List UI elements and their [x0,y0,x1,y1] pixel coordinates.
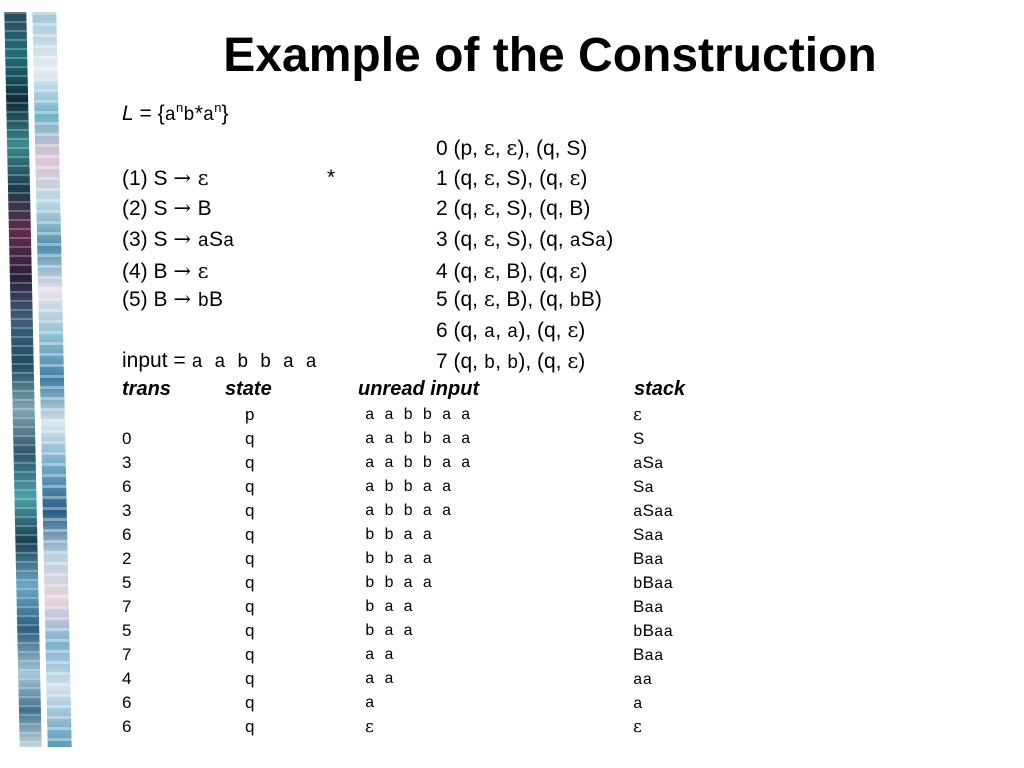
arrow-icon: → [173,196,198,220]
rule-rhs-seg: a [223,230,235,252]
cell-stack [633,499,673,524]
cell-state: q [245,669,255,688]
cell-state: q [245,453,255,472]
cell-state: q [245,621,255,640]
transition-seg: 0 (p, [436,137,484,160]
transition-seg: 4 (q, [436,260,484,283]
rule-lhs: (5) B [122,288,174,311]
cell-unread-input: b a a [365,598,414,616]
stack-symbol: aa [644,551,664,569]
table-row [0,643,1024,667]
rule-rhs-seg: ε [197,166,209,190]
header-unread-input: unread input [358,378,480,400]
lang-a2: a [202,104,215,126]
transition-seg: , [495,319,507,342]
rule-rhs-seg: a [197,230,210,252]
stack-symbol: aa [653,575,674,593]
cell-stack [633,643,664,668]
cell-trans: 2 [122,549,132,568]
transition-seg: ), (q, [518,319,568,342]
transition-seg: b [569,290,581,312]
transition-seg: ε [483,227,495,251]
transition-seg: ε [483,166,495,190]
table-row [0,427,1024,451]
transition-seg: ), (q, [518,350,568,373]
cell-unread-input [365,715,374,740]
table-row [0,523,1024,547]
cell-trans: 7 [122,597,132,616]
cell-trans: 3 [122,453,132,472]
epsilon-symbol: ε [365,717,374,737]
equals-brace: = { [133,102,165,125]
transition-seg: ε [483,259,495,283]
transition-seg: ε [483,136,495,160]
stack-symbol: aa [653,623,674,641]
cell-unread-input: b b a a [365,526,433,544]
table-row [0,715,1024,739]
stack-symbol: aa [644,527,664,545]
header-trans: trans [122,378,171,400]
stack-symbol: S [633,429,645,448]
transition-seg: ) [606,228,614,251]
stack-symbol: ε [633,405,642,425]
cell-state: q [245,501,255,520]
cell-stack [633,427,644,451]
transition-seg: ε [569,259,581,283]
stack-symbol: a [633,695,643,713]
cell-stack [633,475,654,500]
grammar-rule [122,259,209,284]
transition [436,196,590,221]
stack-symbol: a [644,479,654,497]
lang-n2: n [214,100,222,115]
cell-trans: 6 [122,525,132,544]
cell-stack [633,595,664,620]
transition-seg: a [594,230,607,252]
transition-seg: ) [580,167,588,190]
arrow-icon: → [173,227,198,251]
cell-state: q [245,645,255,664]
cell-stack [633,715,642,739]
stack-symbol: a [633,455,643,473]
transition [436,349,585,375]
rule-rhs-seg: B [197,197,212,220]
grammar-rule [122,287,223,313]
table-row [0,571,1024,595]
table-row [0,499,1024,523]
rule-lhs: (2) S [122,197,174,220]
transition-seg: , S), (q, B) [494,197,591,220]
transition [436,136,587,161]
stack-symbol: a [633,503,643,521]
cell-stack [633,547,664,572]
cell-trans: 5 [122,573,132,592]
rule-rhs-seg: B [209,288,224,311]
cell-stack [633,523,664,548]
transition-seg: 2 (q, [436,197,484,220]
rule-lhs: (3) S [122,228,174,251]
transition-seg: ε [567,349,579,373]
transition-seg: , S), (q, [494,228,570,251]
star-marker: * [327,166,336,189]
stack-symbol: b [633,623,643,641]
cell-state: q [245,429,255,448]
table-row [0,475,1024,499]
cell-state: q [245,573,255,592]
transition-seg: ε [483,196,495,220]
transition-seg: b [483,352,496,374]
rule-rhs-seg: S [209,228,224,251]
arrow-icon: → [173,166,198,190]
cell-unread-input: b a a [365,622,414,640]
stack-symbol: B [642,621,654,640]
transition-seg: S [580,228,595,251]
stack-symbol: ε [633,717,642,737]
stack-symbol: B [633,645,645,664]
input-line [122,349,317,374]
cell-trans: 6 [122,477,132,496]
transition-seg: , B), (q, [494,260,570,283]
rule-lhs: (1) S [122,167,174,190]
transition-seg: 5 (q, [436,288,484,311]
table-row [0,451,1024,475]
cell-trans: 4 [122,669,132,688]
transition-seg: 3 (q, [436,228,484,251]
stack-symbol: S [633,525,645,544]
cell-state: q [245,597,255,616]
cell-state: q [245,477,255,496]
transition-seg: a [506,321,519,343]
arrow-icon: → [173,259,198,283]
transition-seg: ε [506,136,518,160]
table-row [0,619,1024,643]
stack-symbol: S [633,477,645,496]
stack-symbol: S [642,453,654,472]
header-state: state [225,378,272,400]
transition-seg: 7 (q, [436,350,484,373]
stack-symbol: B [633,549,645,568]
stack-symbol: aa [644,599,664,617]
rule-rhs-seg: b [197,290,210,312]
language-symbol: L [122,102,134,125]
table-row [0,547,1024,571]
language-definition [122,102,229,127]
cell-state: q [245,693,255,712]
transition [436,318,585,344]
transition [436,259,587,284]
grammar-rule [122,196,212,221]
cell-unread-input: a a [365,646,394,664]
transition-seg: B) [580,288,602,311]
cell-state: q [245,549,255,568]
transition-seg: ) [578,319,586,342]
cell-trans: 6 [122,717,132,736]
input-label: input = [122,349,192,372]
transition-seg: ) [580,260,588,283]
transition-seg: a [483,321,496,343]
stack-symbol: S [642,501,654,520]
transition-seg: a [569,230,581,252]
stack-symbol: aa [653,503,674,521]
header-stack: stack [634,378,686,400]
cell-stack [633,691,643,716]
stack-symbol: aa [644,647,664,665]
stack-symbol: aa [633,671,653,689]
close-brace: } [221,102,229,125]
cell-unread-input: a [365,694,375,712]
cell-state: q [245,525,255,544]
cell-unread-input: a b b a a [365,478,452,496]
cell-state: p [245,405,255,424]
rule-rhs-seg: ε [197,259,209,283]
transition-seg: , B), (q, [494,288,570,311]
cell-trans: 3 [122,501,132,520]
input-value: a a b b a a [191,351,317,373]
cell-unread-input: a b b a a [365,502,452,520]
cell-stack [633,403,642,427]
transition [436,287,602,313]
stack-symbol: B [642,573,654,592]
stack-symbol: b [633,575,643,593]
cell-unread-input: b b a a [365,574,433,592]
lang-n1: n [176,100,184,115]
lang-a1: a [164,104,177,126]
cell-unread-input: b b a a [365,550,433,568]
cell-unread-input: a a b b a a [365,454,471,472]
stack-symbol: a [653,455,664,473]
cell-stack [633,619,673,644]
cell-trans: 5 [122,621,132,640]
cell-trans: 6 [122,693,132,712]
cell-stack [633,667,652,692]
table-row [0,403,1024,427]
transition-seg: ε [483,287,495,311]
cell-unread-input: a a b b a a [365,406,471,424]
slide-title: Example of the Construction [223,29,877,82]
transition [436,227,613,253]
stack-symbol: B [633,597,645,616]
transition-seg: ε [567,318,579,342]
transition-seg: ) [578,350,586,373]
transition-seg: b [506,352,519,374]
grammar-rule [122,227,234,253]
lang-star: * [194,102,203,125]
cell-state: q [245,717,255,736]
rule-lhs: (4) B [122,260,174,283]
transition-seg: 1 (q, [436,167,484,190]
transition-seg: ε [569,166,581,190]
cell-stack [633,571,673,596]
transition-seg: , [495,350,507,373]
grammar-rule [122,166,209,191]
cell-stack [633,451,664,476]
transition [436,166,587,191]
cell-unread-input: a a b b a a [365,430,471,448]
table-row [0,667,1024,691]
transition-seg: , [494,137,507,160]
arrow-icon: → [173,287,198,311]
transition-seg: 6 (q, [436,319,484,342]
cell-trans: 0 [122,429,132,448]
cell-trans: 7 [122,645,132,664]
table-row [0,595,1024,619]
transition-seg: ), (q, S) [517,137,588,160]
table-row [0,691,1024,715]
lang-b: b [183,104,195,126]
cell-unread-input: a a [365,670,394,688]
transition-seg: , S), (q, [494,167,570,190]
